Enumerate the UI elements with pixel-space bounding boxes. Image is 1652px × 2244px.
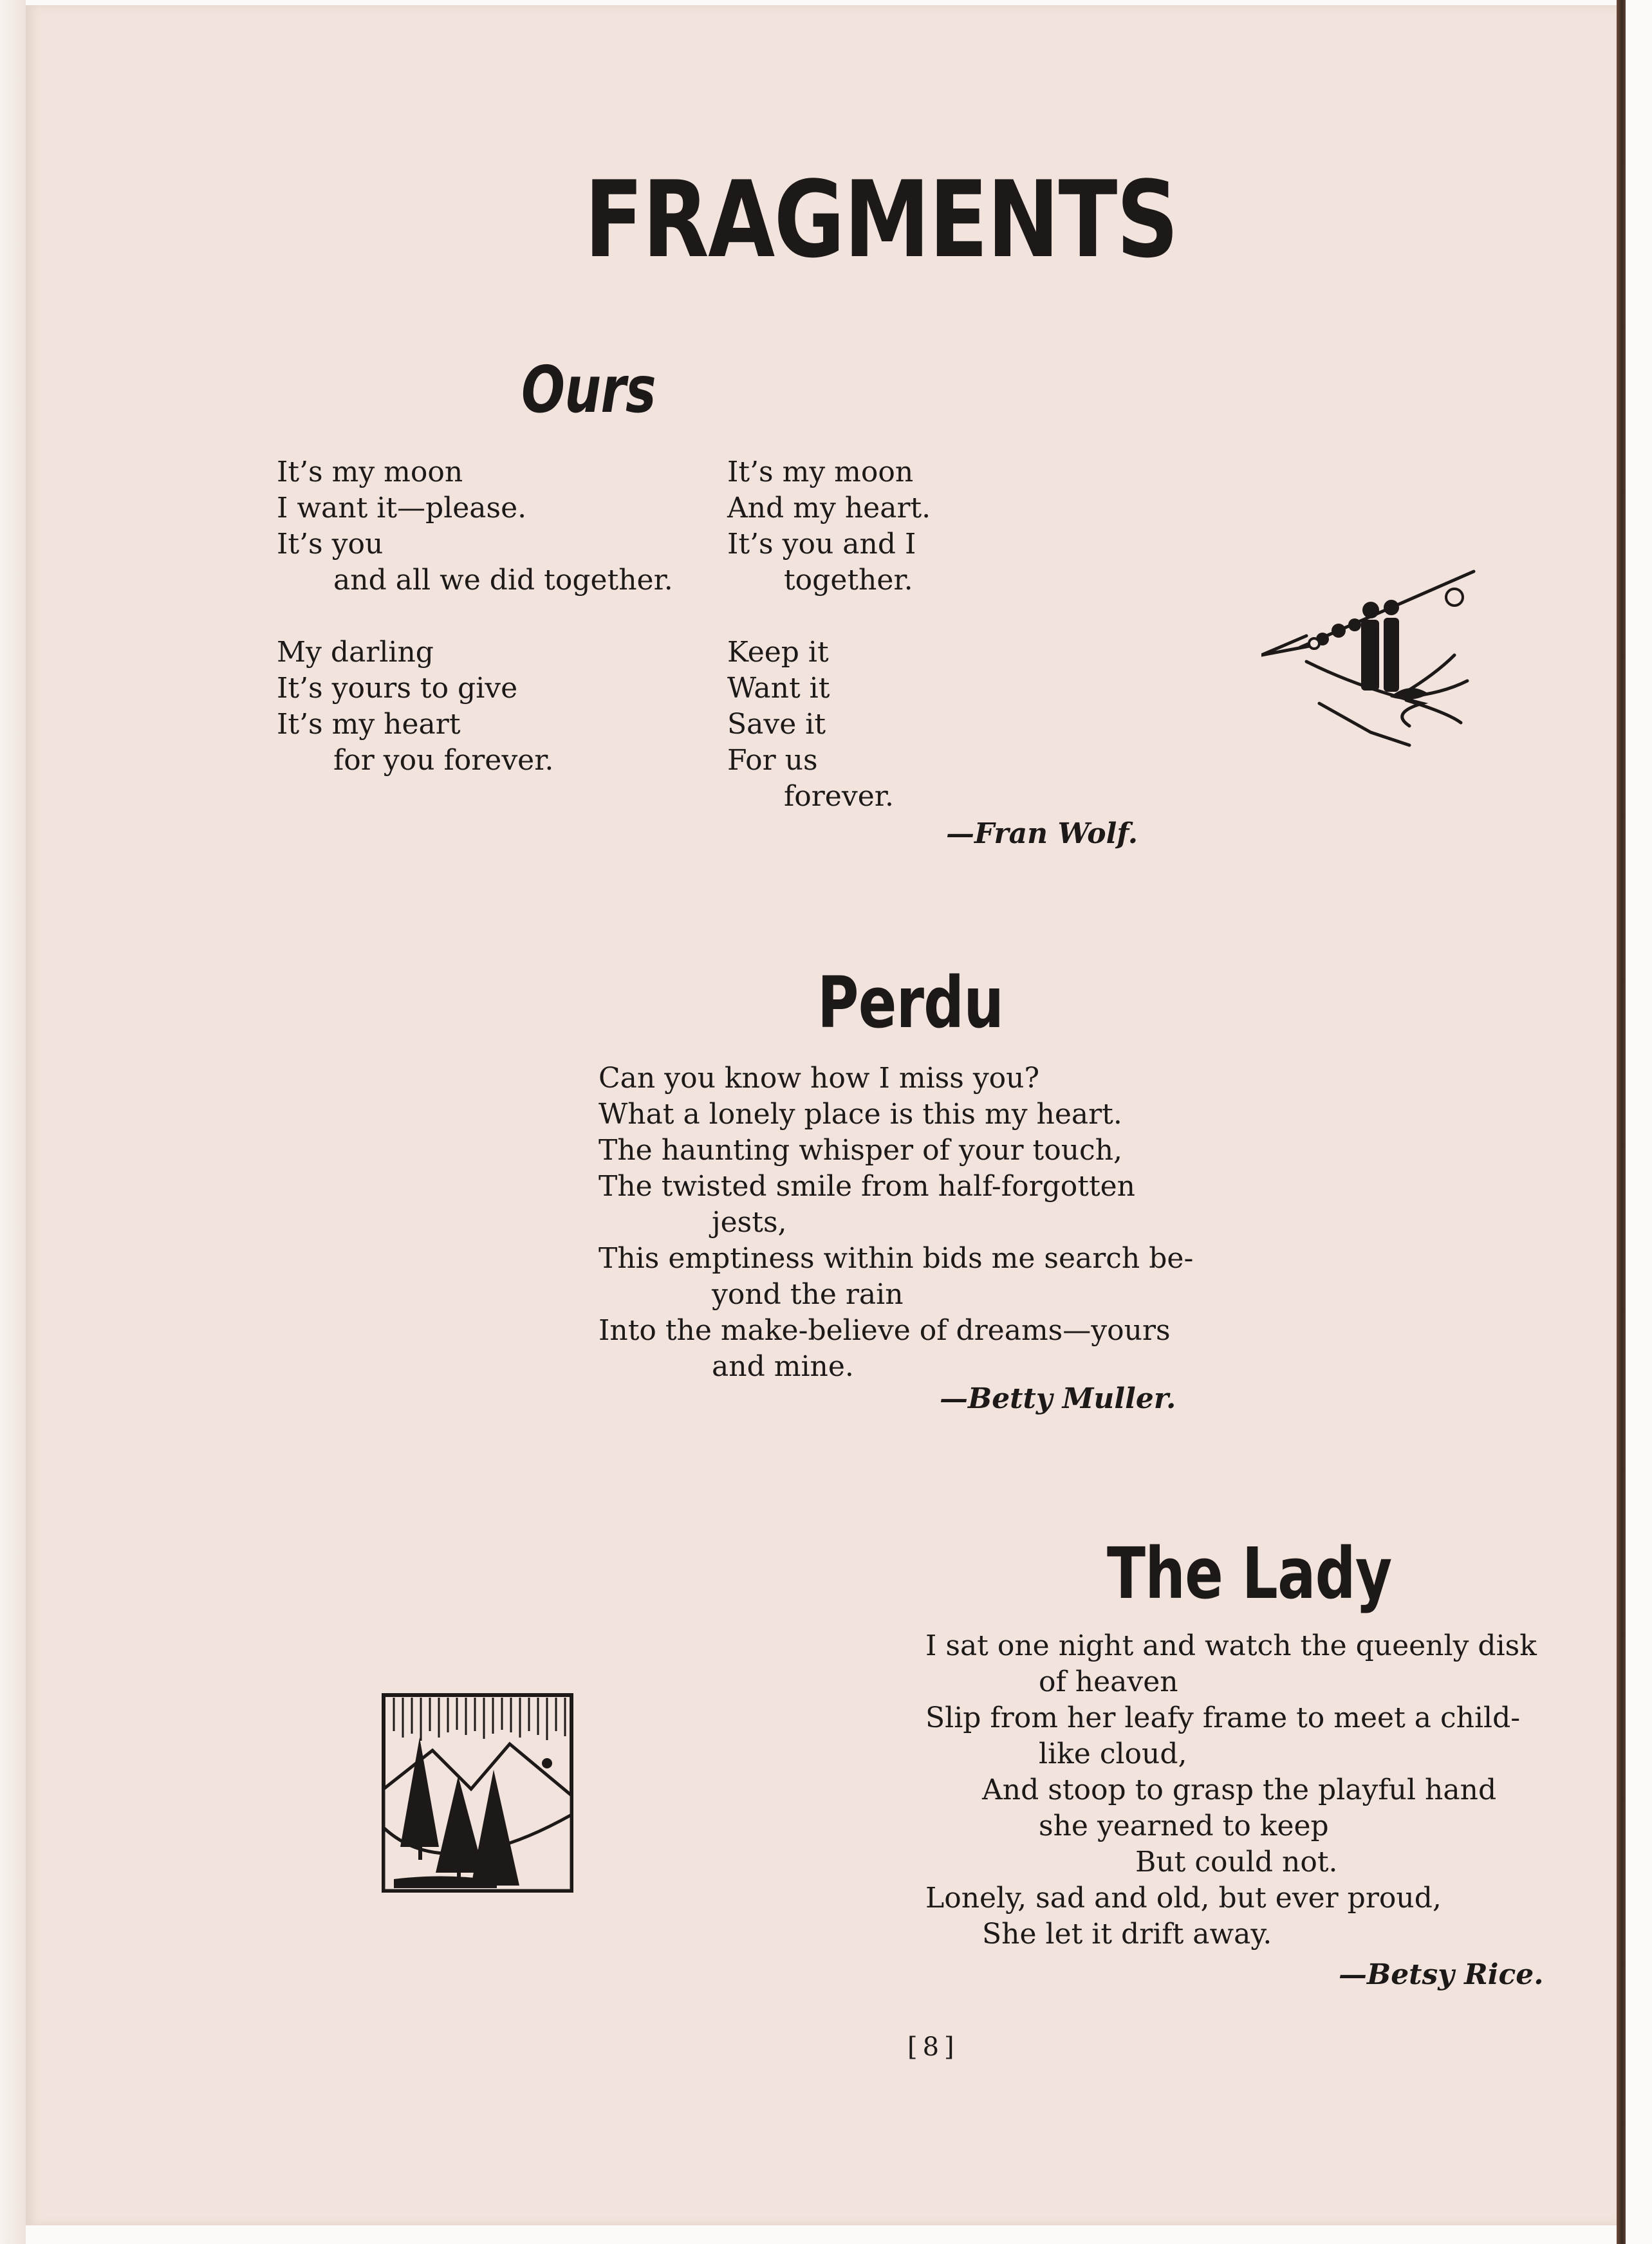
poem-line: But could not. <box>1135 1846 1338 1878</box>
poem-ours-column-2 <box>727 454 931 815</box>
poem-line: My darling <box>277 636 434 669</box>
poem-line: And stoop to grasp the playful hand <box>982 1774 1497 1806</box>
poem-line: Save it <box>727 708 826 741</box>
poem-line: It’s my moon <box>727 456 914 488</box>
poem-line: like cloud, <box>1039 1738 1187 1770</box>
poem-line: It’s you <box>277 528 384 561</box>
poem-line: and mine. <box>712 1350 854 1383</box>
poem-line: What a lonely place is this my heart. <box>599 1098 1122 1131</box>
poem-line: It’s my moon <box>277 456 463 488</box>
poem-line: I sat one night and watch the queenly disk <box>925 1629 1537 1662</box>
poem-line: Want it <box>727 672 830 705</box>
poem-line: It’s yours to give <box>277 672 518 705</box>
page-title: FRAGMENTS <box>584 158 1178 281</box>
page-number: [8] <box>907 2032 960 2062</box>
poem-line: Keep it <box>727 636 829 669</box>
poem-line: Can you know how I miss you? <box>599 1062 1040 1095</box>
poem-line: for you forever. <box>333 744 554 777</box>
stanza-gap <box>727 598 931 635</box>
poem-the-lady-author: —Betsy Rice. <box>1339 1958 1544 1991</box>
poem-line: together. <box>784 564 913 597</box>
poem-line: jests, <box>712 1206 787 1239</box>
poem-line: And my heart. <box>727 492 931 524</box>
poem-line: It’s you and I <box>727 528 916 561</box>
poem-title-the-lady: The Lady <box>1107 1532 1392 1615</box>
poem-title-ours: Ours <box>521 352 656 427</box>
poem-line: Lonely, sad and old, but ever proud, <box>925 1882 1442 1915</box>
page-left-edge <box>0 0 26 2244</box>
poem-the-lady-body <box>925 1628 1537 1952</box>
stanza-gap <box>277 598 673 635</box>
poem-line: of heaven <box>1039 1665 1178 1698</box>
poem-line: Into the make-believe of dreams—yours <box>599 1314 1171 1347</box>
mountain-pines-illustration <box>381 1692 574 1893</box>
poem-ours-column-1 <box>277 454 673 779</box>
poem-line: The haunting whisper of your touch, <box>599 1134 1123 1167</box>
poem-line: The twisted smile from half-forgotten <box>599 1170 1136 1203</box>
poem-perdu-body <box>599 1061 1193 1385</box>
poem-line: She let it drift away. <box>982 1918 1272 1951</box>
couple-with-lanterns-illustration <box>1261 559 1499 752</box>
poem-line: Slip from her leafy frame to meet a child- <box>925 1702 1521 1734</box>
poem-ours-author: —Fran Wolf. <box>946 817 1138 850</box>
poem-title-perdu: Perdu <box>817 961 1004 1044</box>
poem-line: It’s my heart <box>277 708 461 741</box>
poem-line: yond the rain <box>712 1278 904 1311</box>
poem-line: forever. <box>784 780 894 813</box>
book-spine <box>1617 0 1626 2244</box>
poem-perdu-author: —Betty Muller. <box>940 1382 1176 1415</box>
poem-line: she yearned to keep <box>1039 1810 1329 1842</box>
poem-line: This emptiness within bids me search be- <box>599 1242 1194 1275</box>
page <box>26 5 1617 2225</box>
poem-line: I want it—please. <box>277 492 527 524</box>
poem-line: and all we did together. <box>333 564 673 597</box>
poem-line: For us <box>727 744 818 777</box>
